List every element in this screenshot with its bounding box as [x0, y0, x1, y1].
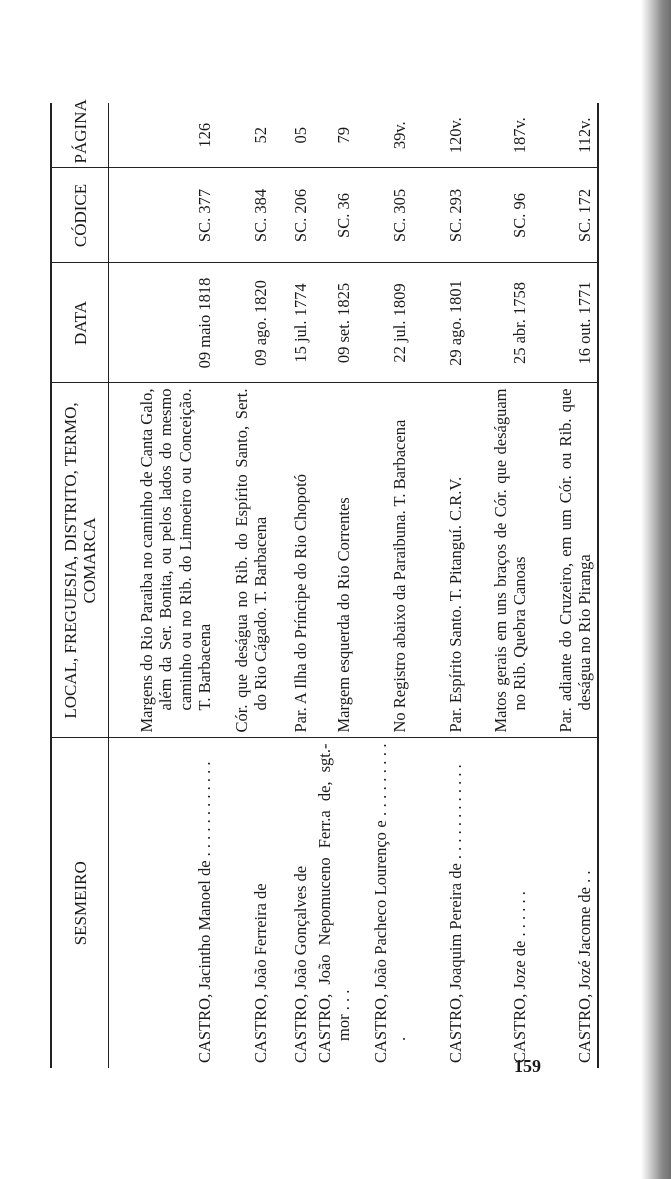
page-number: 159 [514, 1056, 541, 1076]
cell-codice: SC. 377 [109, 168, 217, 263]
cell-local: Par. adiante do Cruzeiro, em um Cór. ou Rib. que deságua no Rio Piranga [555, 388, 594, 733]
cell-pagina: 05 [273, 103, 313, 168]
table-row [273, 103, 313, 1068]
cell-local: Par. Espírito Santo. T. Pitanguí. C.R.V. [446, 476, 465, 733]
cell-local: Matos gerais em uns braços de Cór. que deságuam no Rib. Quebra Canoas [490, 388, 529, 733]
cell-codice: SC. 36 [313, 168, 356, 263]
table-header-row [51, 103, 109, 1068]
cell-pagina: 126 [109, 103, 217, 168]
cell-local: No Registro abaixo da Paraibuna. T. Barbacena [390, 419, 409, 733]
cell-pagina: 52 [217, 103, 273, 168]
rotated-table-wrapper [50, 99, 594, 1068]
header-codice: CÓDICE [51, 168, 109, 263]
cell-sesmeiro: CASTRO, Jacintho Manoel de . . . . . . . . . . . . [195, 761, 214, 1063]
cell-sesmeiro: CASTRO, Joze de . . . . . . [510, 891, 529, 1063]
cell-local: Cór. que deságua no Rib. do Espírito Santo, Sert. do Rio Cágado. T. Barbacena [231, 388, 270, 733]
cell-sesmeiro: CASTRO, Joaquim Pereira de . . . . . . . . . . . . [446, 764, 465, 1063]
cell-local: Margem esquerda do Rio Correntes [334, 497, 353, 733]
header-sesmeiro: SESMEIRO [51, 738, 109, 1068]
cell-local: Margens do Rio Paraiba no caminho de Canta Galo, além da Ser. Bonita, ou pelos lados do mesmo caminho ou no Rib. do Limoeiro ou Conceição. T. Barbacena [136, 388, 214, 733]
cell-sesmeiro: CASTRO, João Gonçalves de [291, 865, 310, 1063]
table-row [412, 103, 468, 1068]
cell-sesmeiro: CASTRO, João Nepomuceno Ferr.a de, sgt.-mor . . . [314, 743, 353, 1063]
book-spine-shadow [641, 0, 671, 1179]
table-row [532, 103, 598, 1068]
header-pagina: PÁGINA [51, 103, 109, 168]
cell-data: 25 abr. 1758 [468, 263, 532, 383]
cell-pagina: 39v. [356, 103, 412, 168]
cell-data: 09 maio 1818 [109, 263, 217, 383]
cell-pagina: 79 [313, 103, 356, 168]
cell-pagina: 120v. [412, 103, 468, 168]
header-data: DATA [51, 263, 109, 383]
cell-data: 16 out. 1771 [532, 263, 598, 383]
cell-codice: SC. 206 [273, 168, 313, 263]
table-row [109, 103, 217, 1068]
cell-codice: SC. 305 [356, 168, 412, 263]
table-row [468, 103, 532, 1068]
cell-data: 15 jul. 1774 [273, 263, 313, 383]
table-row [313, 103, 356, 1068]
cell-codice: SC. 96 [468, 168, 532, 263]
cell-data: 29 ago. 1801 [412, 263, 468, 383]
cell-codice: SC. 293 [412, 168, 468, 263]
cell-sesmeiro: CASTRO, João Pacheco Lourenço e . . . . . . . . . . [370, 743, 409, 1063]
cell-sesmeiro: CASTRO, Jozé Jacome de . . [575, 870, 594, 1063]
cell-pagina: 187v. [468, 103, 532, 168]
table-row [356, 103, 412, 1068]
cell-codice: SC. 172 [532, 168, 598, 263]
cell-sesmeiro: CASTRO, João Ferreira de [251, 883, 270, 1063]
sesmarias-table [50, 99, 599, 1068]
cell-data: 09 set. 1825 [313, 263, 356, 383]
cell-data: 22 jul. 1809 [356, 263, 412, 383]
cell-local: Par. A Ilha do Príncipe do Rio Chopotó [291, 474, 310, 733]
table-row [217, 103, 273, 1068]
header-local: LOCAL, FREGUESIA, DISTRITO, TERMO, COMARCA [51, 383, 109, 738]
cell-codice: SC. 384 [217, 168, 273, 263]
cell-data: 09 ago. 1820 [217, 263, 273, 383]
cell-pagina: 112v. [532, 103, 598, 168]
